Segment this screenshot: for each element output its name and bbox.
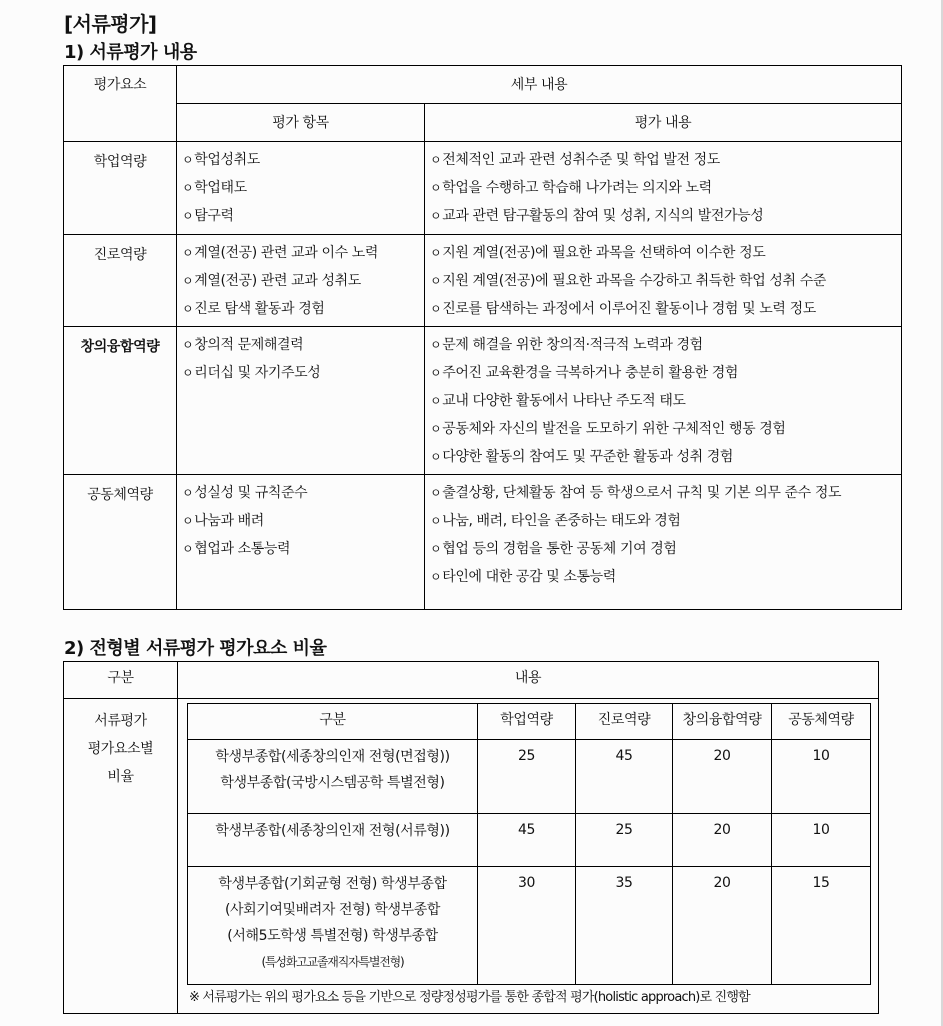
bullet-icon: ㅇ <box>182 209 194 223</box>
col-header: 창의융합역량 <box>673 704 772 740</box>
bullet-icon: ㅇ <box>182 302 194 316</box>
list-item: 교과 관련 탐구활동의 참여 및 성취, 지식의 발전가능성 <box>442 208 764 224</box>
inner-header-row <box>188 704 871 740</box>
evaluation-content-table <box>63 65 902 610</box>
section2-title: 2) 전형별 서류평가 평가요소 비율 <box>64 638 327 659</box>
track-line: 학생부종합(국방시스템공학 특별전형) <box>220 775 445 791</box>
table-row <box>188 740 871 814</box>
track-line: 학생부종합(세종창의인재 전형(면접형)) <box>215 749 450 765</box>
value-cell: 20 <box>673 867 772 985</box>
header-element: 평가요소 <box>64 66 177 142</box>
bullet-icon: ㅇ <box>430 366 442 380</box>
bullet-icon: ㅇ <box>430 181 442 195</box>
list-item: 학업성취도 <box>194 152 260 168</box>
bullet-icon: ㅇ <box>430 514 442 528</box>
col-header: 공동체역량 <box>772 704 871 740</box>
track-name <box>188 740 478 814</box>
table-row <box>188 814 871 867</box>
element-label: 공동체역량 <box>64 475 177 610</box>
table-row <box>64 327 902 475</box>
list-item: 창의적 문제해결력 <box>194 337 304 353</box>
header-content: 내용 <box>178 662 879 699</box>
table-row <box>64 475 902 610</box>
bullet-icon: ㅇ <box>182 486 194 500</box>
content-list <box>425 142 902 235</box>
list-item: 교내 다양한 활동에서 나타난 주도적 태도 <box>442 393 686 409</box>
list-item: 다양한 활동의 참여도 및 꾸준한 활동과 성취 경험 <box>442 449 734 465</box>
track-name <box>188 867 478 985</box>
bullet-icon: ㅇ <box>182 246 194 260</box>
value-cell: 25 <box>576 814 673 867</box>
list-item: 출결상황, 단체활동 참여 등 학생으로서 규칙 및 기본 의무 준수 정도 <box>442 485 842 501</box>
value-cell: 10 <box>772 740 871 814</box>
list-item: 학업태도 <box>194 180 247 196</box>
bullet-icon: ㅇ <box>430 394 442 408</box>
col-header: 진로역량 <box>576 704 673 740</box>
list-item: 진로 탐색 활동과 경험 <box>194 301 325 317</box>
footnote: ※ 서류평가는 위의 평가요소 등을 기반으로 정량정성평가를 통한 종합적 평가(holistic approach)로 진행함 <box>189 990 750 1005</box>
bullet-icon: ㅇ <box>430 338 442 352</box>
bullet-icon: ㅇ <box>182 366 194 380</box>
bullet-icon: ㅇ <box>430 422 442 436</box>
table-row <box>64 142 902 235</box>
header-category: 구분 <box>64 662 178 699</box>
bullet-icon: ㅇ <box>182 181 194 195</box>
element-label: 진로역량 <box>64 235 177 327</box>
ratio-content-cell <box>178 699 879 1014</box>
list-item: 협업과 소통능력 <box>194 541 291 557</box>
value-cell: 10 <box>772 814 871 867</box>
table-row <box>64 235 902 327</box>
bullet-icon: ㅇ <box>430 302 442 316</box>
label-line: 평가요소별 <box>87 741 154 757</box>
section1-title: 1) 서류평가 내용 <box>64 42 197 63</box>
bullet-icon: ㅇ <box>430 542 442 556</box>
content-list <box>425 475 902 610</box>
bullet-icon: ㅇ <box>430 209 442 223</box>
ratio-table <box>63 661 879 1014</box>
bullet-icon: ㅇ <box>182 514 194 528</box>
bullet-icon: ㅇ <box>430 450 442 464</box>
ratio-row-label <box>64 699 178 1014</box>
list-item: 리더십 및 자기주도성 <box>194 365 321 381</box>
header-content: 평가 내용 <box>425 104 902 142</box>
track-line: (특성화고교졸재직자특별전형) <box>261 955 404 969</box>
bullet-icon: ㅇ <box>182 274 194 288</box>
value-cell: 15 <box>772 867 871 985</box>
bullet-icon: ㅇ <box>182 542 194 556</box>
col-header: 구분 <box>188 704 478 740</box>
value-cell: 20 <box>673 740 772 814</box>
col-header: 학업역량 <box>478 704 576 740</box>
content-list <box>425 327 902 475</box>
item-list <box>177 235 425 327</box>
list-item: 전체적인 교과 관련 성취수준 및 학업 발전 정도 <box>442 152 720 168</box>
bullet-icon: ㅇ <box>430 246 442 260</box>
value-cell: 45 <box>478 814 576 867</box>
item-list <box>177 475 425 610</box>
value-cell: 45 <box>576 740 673 814</box>
bullet-icon: ㅇ <box>430 274 442 288</box>
value-cell: 20 <box>673 814 772 867</box>
element-label: 학업역량 <box>64 142 177 235</box>
label-line: 서류평가 <box>94 713 147 729</box>
value-cell: 25 <box>478 740 576 814</box>
bullet-icon: ㅇ <box>182 338 194 352</box>
bullet-icon: ㅇ <box>430 486 442 500</box>
bullet-icon: ㅇ <box>430 570 442 584</box>
list-item: 계열(전공) 관련 교과 이수 노력 <box>194 245 379 261</box>
list-item: 학업을 수행하고 학습해 나가려는 의지와 노력 <box>442 180 712 196</box>
bullet-icon: ㅇ <box>182 153 194 167</box>
track-line: (서해5도학생 특별전형) 학생부종합 <box>227 928 438 944</box>
list-item: 공동체와 자신의 발전을 도모하기 위한 구체적인 행동 경험 <box>442 421 786 437</box>
element-label: 창의융합역량 <box>64 327 177 475</box>
label-line: 비율 <box>107 769 134 785</box>
header-detail: 세부 내용 <box>177 66 902 104</box>
list-item: 나눔, 배려, 타인을 존중하는 태도와 경험 <box>442 513 681 529</box>
list-item: 협업 등의 경험을 통한 공동체 기여 경험 <box>442 541 677 557</box>
track-line: (사회기여및배려자 전형) 학생부종합 <box>224 902 441 918</box>
list-item: 주어진 교육환경을 극복하거나 충분히 활용한 경험 <box>442 365 739 381</box>
bullet-icon: ㅇ <box>430 153 442 167</box>
list-item: 지원 계열(전공)에 필요한 과목을 선택하여 이수한 정도 <box>442 245 766 261</box>
list-item: 문제 해결을 위한 창의적·적극적 노력과 경험 <box>442 337 703 353</box>
item-list <box>177 142 425 235</box>
value-cell: 30 <box>478 867 576 985</box>
content-list <box>425 235 902 327</box>
list-item: 성실성 및 규칙준수 <box>194 485 308 501</box>
list-item: 타인에 대한 공감 및 소통능력 <box>442 569 616 585</box>
list-item: 탐구력 <box>194 208 234 224</box>
list-item: 계열(전공) 관련 교과 성취도 <box>194 273 361 289</box>
track-line: 학생부종합(기회균형 전형) 학생부종합 <box>218 876 447 892</box>
value-cell: 35 <box>576 867 673 985</box>
list-item: 지원 계열(전공)에 필요한 과목을 수강하고 취득한 학업 성취 수준 <box>442 273 826 289</box>
table-row <box>188 867 871 985</box>
track-name <box>188 814 478 867</box>
track-line: 학생부종합(세종창의인재 전형(서류형)) <box>215 823 450 839</box>
header-item: 평가 항목 <box>177 104 425 142</box>
page-title: [서류평가] <box>64 12 157 36</box>
list-item: 나눔과 배려 <box>194 513 264 529</box>
list-item: 진로를 탐색하는 과정에서 이루어진 활동이나 경험 및 노력 정도 <box>442 301 816 317</box>
ratio-inner-table <box>187 703 871 985</box>
item-list <box>177 327 425 475</box>
